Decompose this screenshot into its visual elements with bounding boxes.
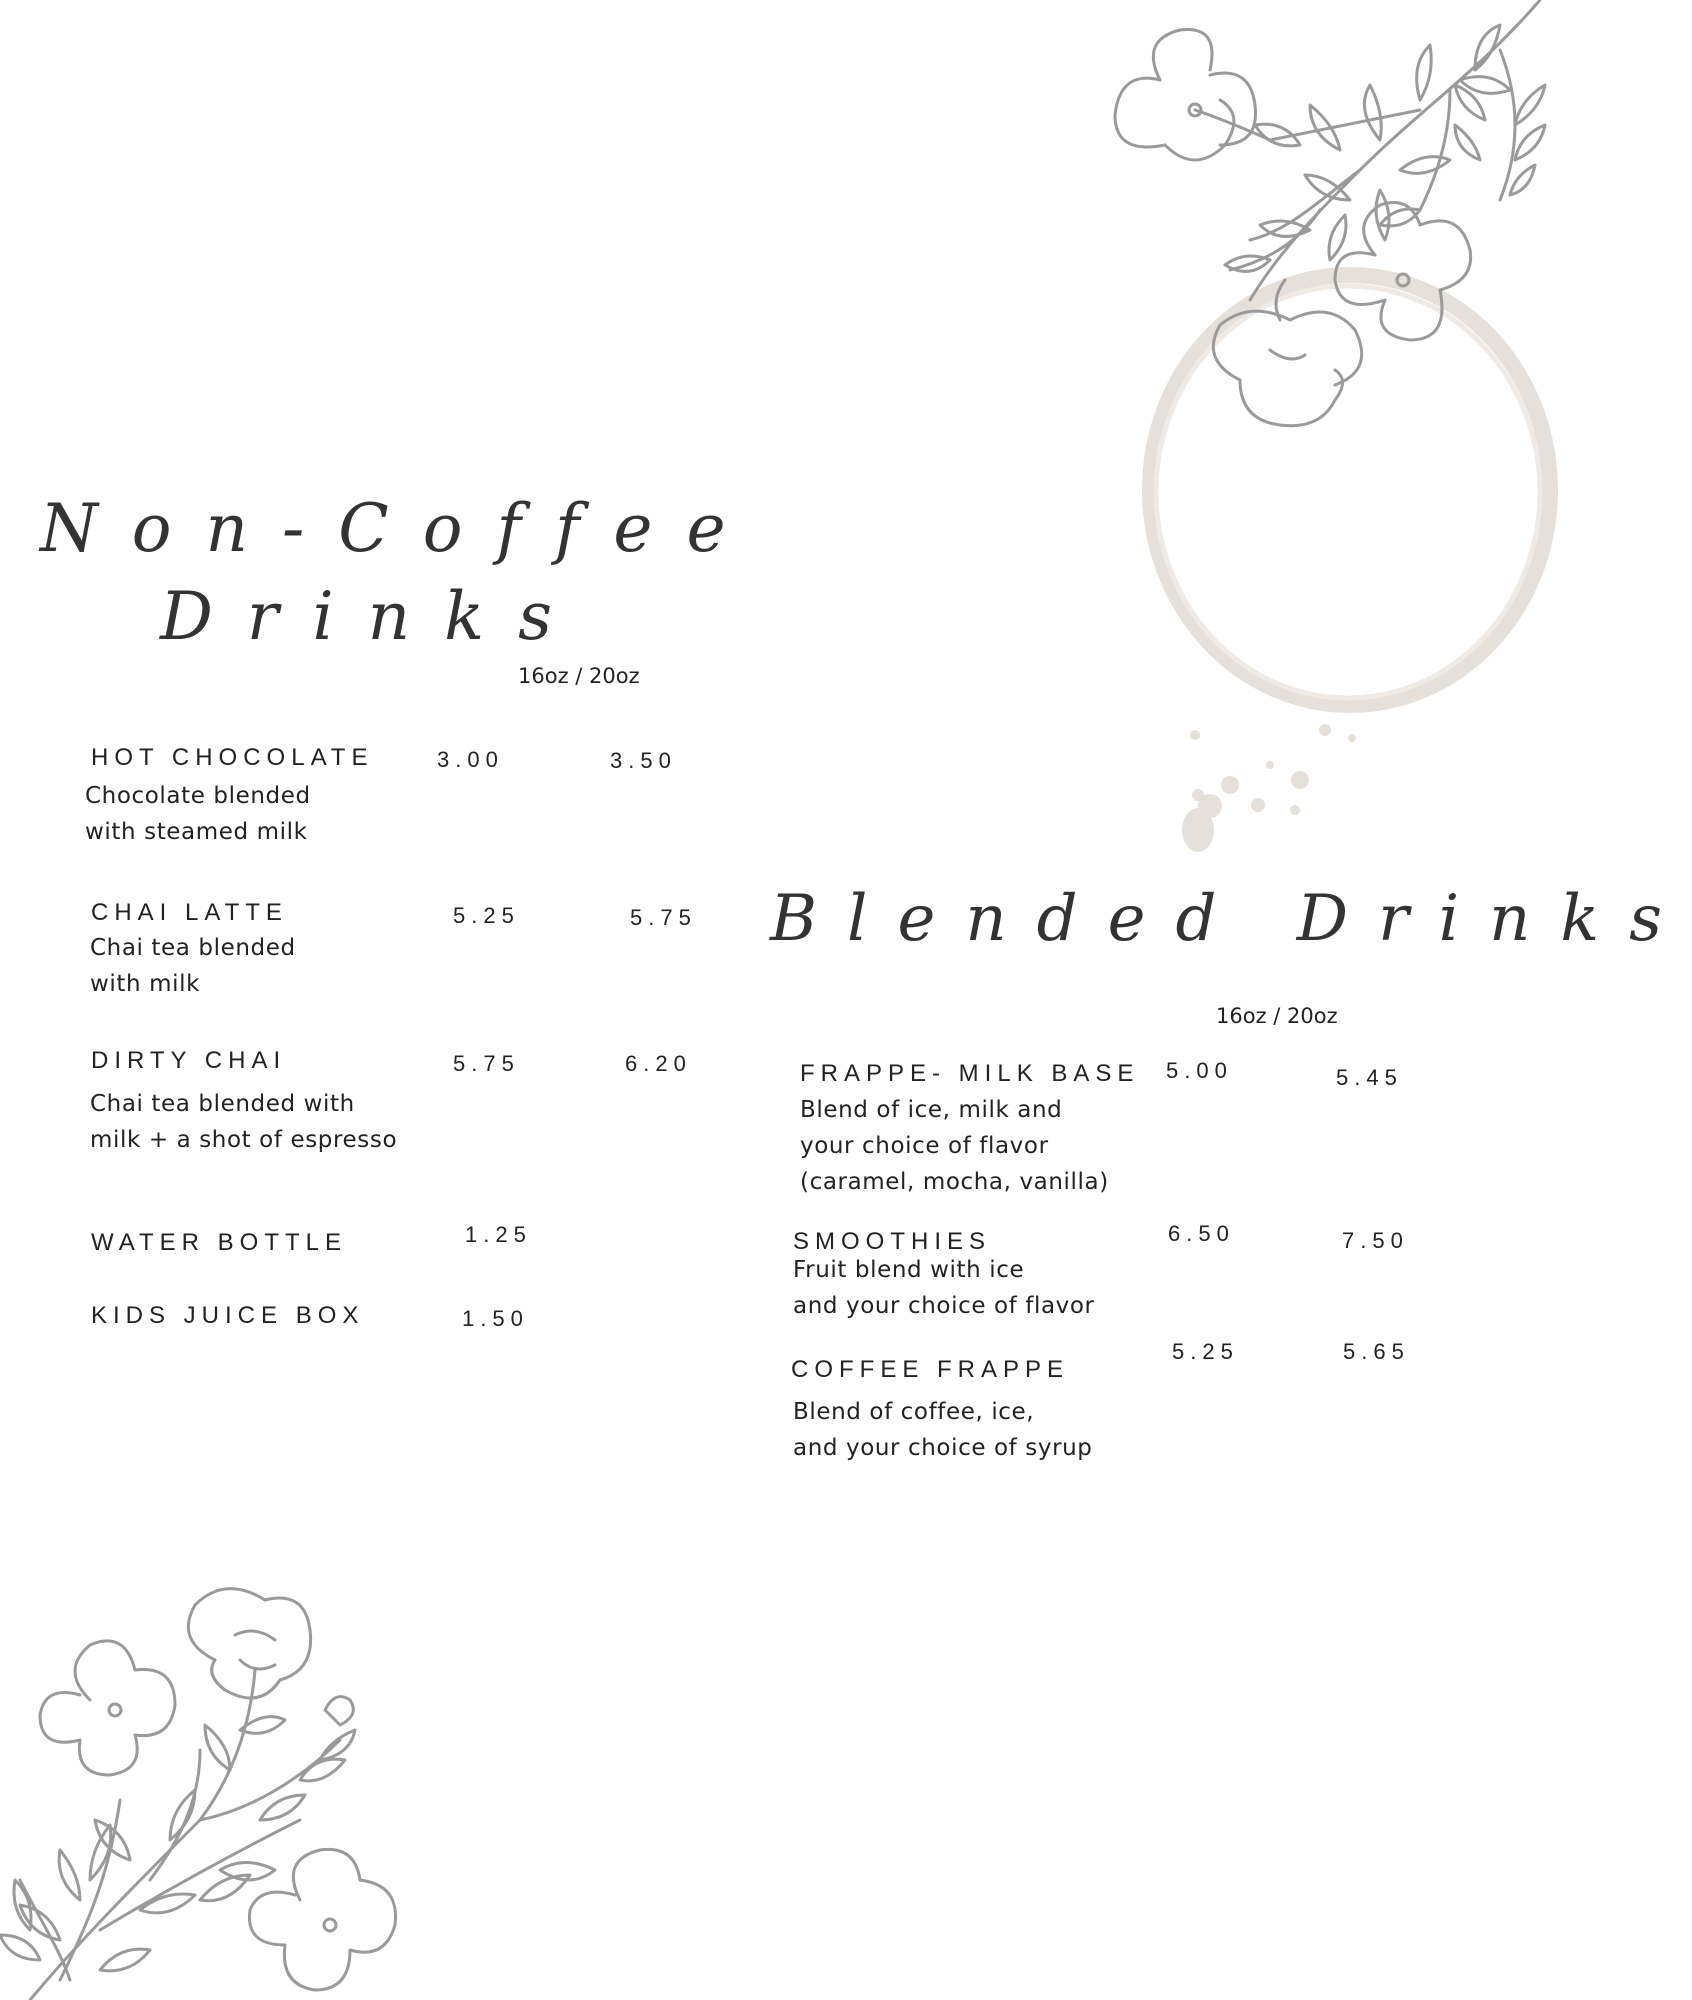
price-16oz-hot-chocolate: 3.00 bbox=[437, 747, 504, 772]
price-16oz-coffee-frappe: 5.25 bbox=[1172, 1339, 1239, 1364]
item-name-frappe-milk-base: FRAPPE- MILK BASE bbox=[800, 1060, 1140, 1087]
floral-branch-top-right-icon bbox=[1120, 0, 1545, 440]
price-water-bottle: 1.25 bbox=[465, 1222, 532, 1247]
price-20oz-coffee-frappe: 5.65 bbox=[1343, 1339, 1410, 1364]
blended-drinks-title: Blended Drinks bbox=[770, 882, 1692, 956]
price-kids-juice-box: 1.50 bbox=[462, 1306, 529, 1331]
price-16oz-dirty-chai: 5.75 bbox=[453, 1051, 520, 1076]
price-16oz-frappe-milk-base: 5.00 bbox=[1166, 1058, 1233, 1083]
non-coffee-size-header: 16oz / 20oz bbox=[518, 664, 640, 688]
item-desc-coffee-frappe: Blend of coffee, ice, and your choice of syrup bbox=[793, 1399, 1093, 1461]
price-20oz-frappe-milk-base: 5.45 bbox=[1336, 1065, 1403, 1090]
item-desc-frappe-milk-base: Blend of ice, milk and your choice of flavor (caramel, mocha, vanilla) bbox=[800, 1097, 1109, 1195]
price-20oz-hot-chocolate: 3.50 bbox=[610, 748, 677, 773]
blended-size-header: 16oz / 20oz bbox=[1216, 1004, 1338, 1028]
item-name-kids-juice-box: KIDS JUICE BOX bbox=[91, 1302, 365, 1329]
non-coffee-title: Non-Coffee bbox=[40, 490, 760, 567]
floral-cluster-bottom-left-icon bbox=[0, 1580, 420, 2000]
item-name-coffee-frappe: COFFEE FRAPPE bbox=[791, 1356, 1070, 1383]
price-20oz-chai-latte: 5.75 bbox=[630, 905, 697, 930]
price-16oz-chai-latte: 5.25 bbox=[453, 903, 520, 928]
item-name-hot-chocolate: HOT CHOCOLATE bbox=[91, 744, 374, 771]
item-name-dirty-chai: DIRTY CHAI bbox=[91, 1047, 287, 1074]
item-desc-hot-chocolate: Chocolate blended with steamed milk bbox=[85, 783, 311, 845]
item-desc-chai-latte: Chai tea blended with milk bbox=[90, 935, 296, 997]
item-desc-smoothies: Fruit blend with ice and your choice of flavor bbox=[793, 1257, 1095, 1319]
item-desc-dirty-chai: Chai tea blended with milk + a shot of espresso bbox=[90, 1091, 398, 1153]
price-20oz-smoothies: 7.50 bbox=[1342, 1228, 1409, 1253]
price-16oz-smoothies: 6.50 bbox=[1168, 1221, 1235, 1246]
item-name-chai-latte: CHAI LATTE bbox=[91, 899, 288, 926]
item-name-water-bottle: WATER BOTTLE bbox=[91, 1229, 348, 1256]
item-name-smoothies: SMOOTHIES bbox=[793, 1228, 992, 1255]
non-coffee-title-line2: Drinks bbox=[160, 578, 586, 655]
price-20oz-dirty-chai: 6.20 bbox=[625, 1051, 692, 1076]
